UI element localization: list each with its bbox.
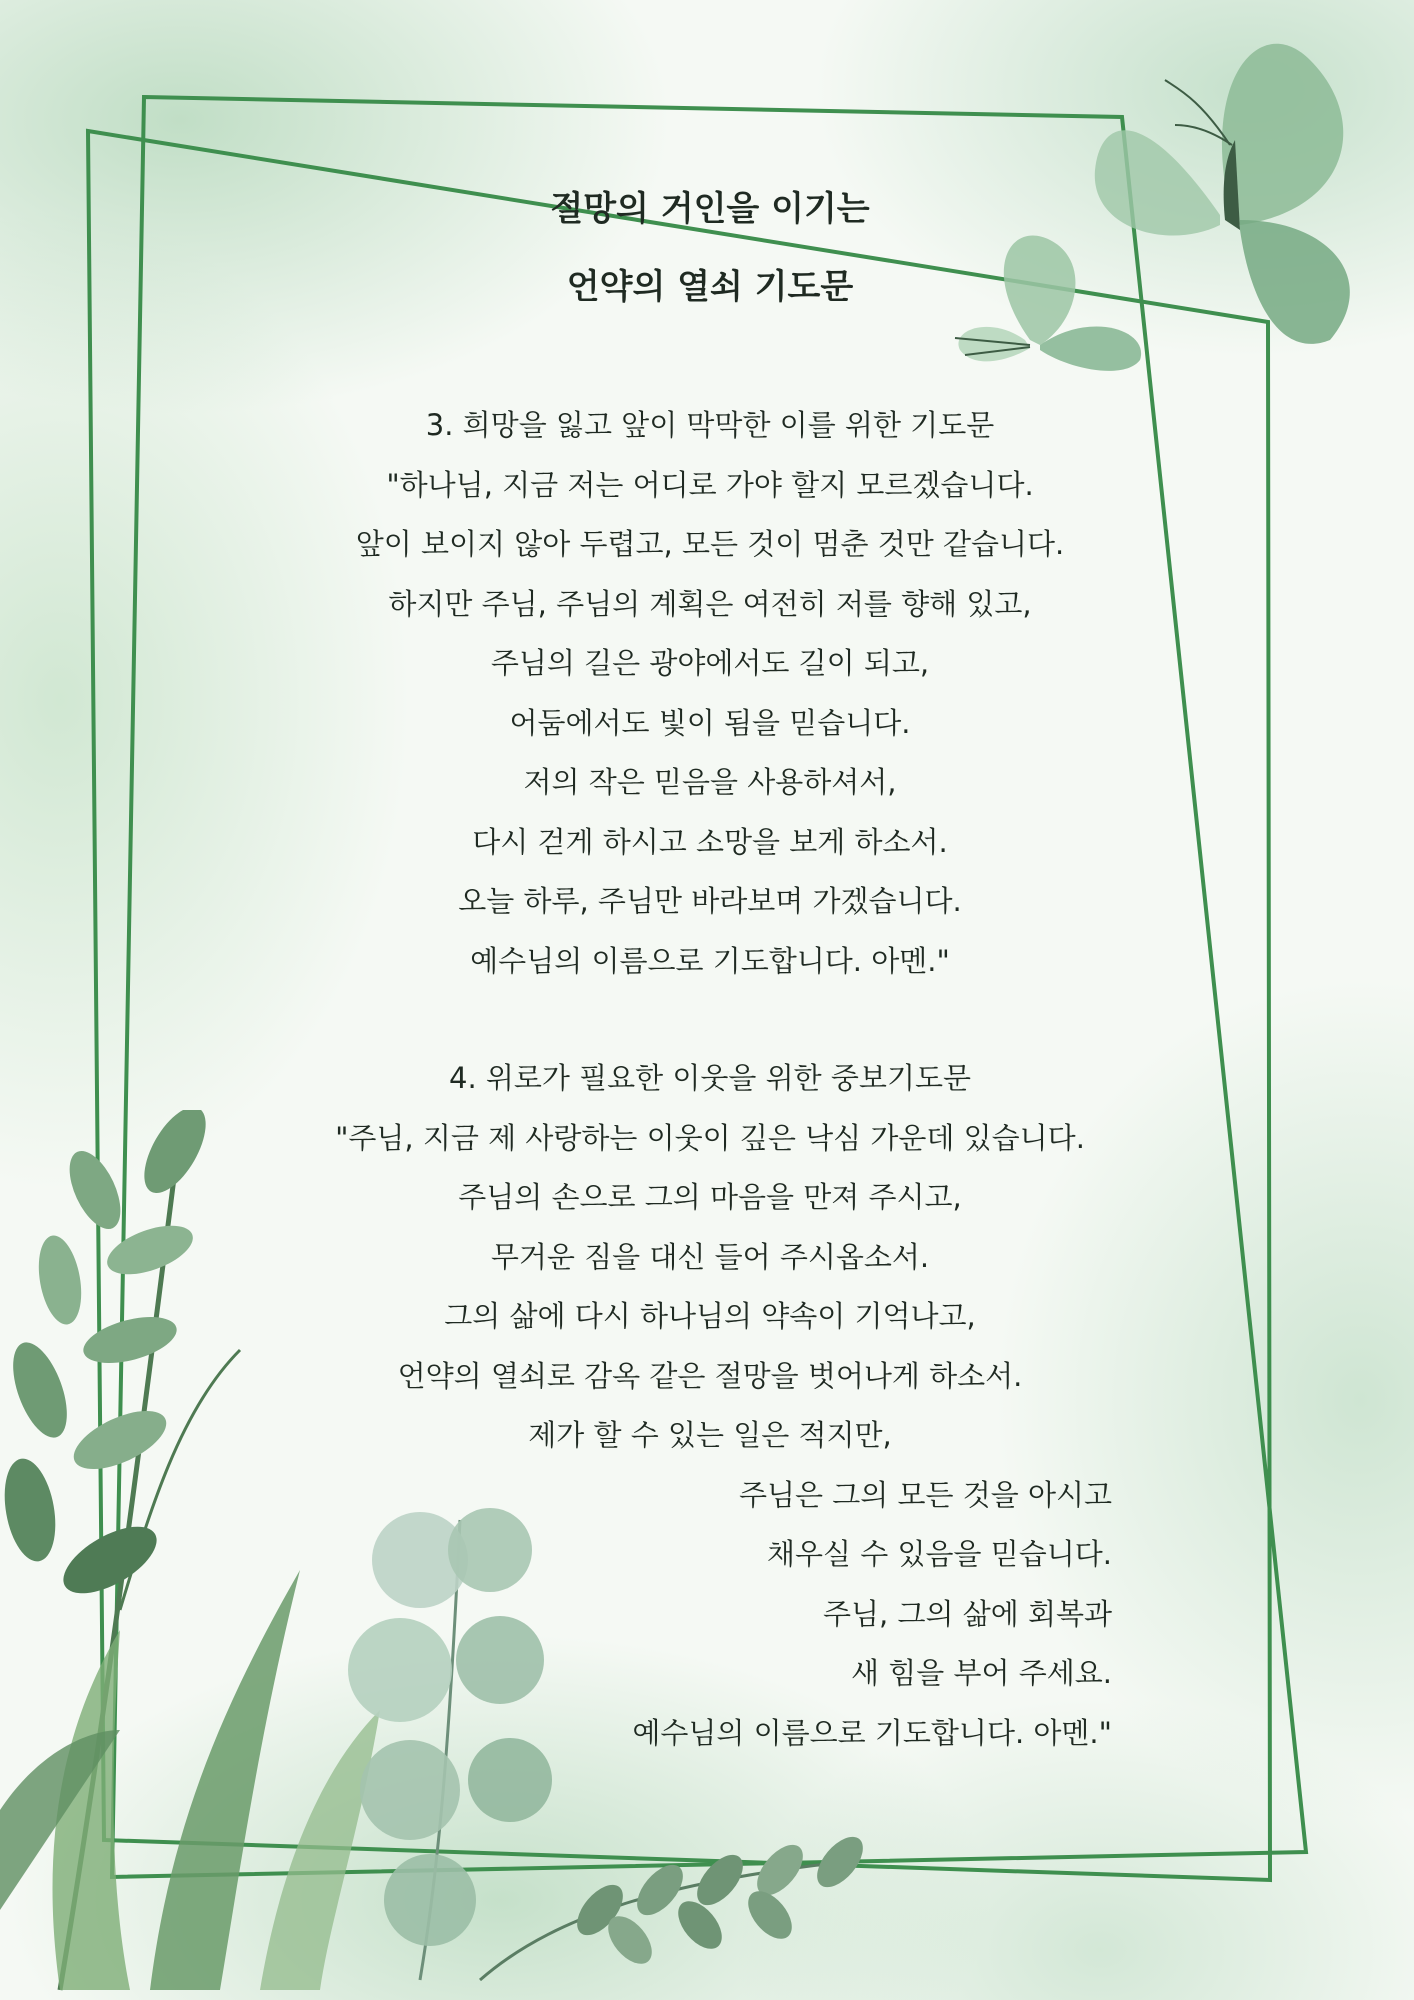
section-4-line: 그의 삶에 다시 하나님의 약속이 기억나고, [444,1299,976,1333]
section-4-right-line: 주님은 그의 모든 것을 아시고 [738,1477,1112,1512]
section-3-line: 어둠에서도 빛이 됨을 믿습니다. [509,705,911,740]
section-4 [180,1049,1240,1763]
section-3-line: 예수님의 이름으로 기도합니다. 아멘." [470,943,950,978]
section-4-right-block [180,1466,1240,1764]
section-3-line: 저의 작은 믿음을 사용하셔서, [523,765,897,799]
title-line-2: 언약의 열쇠 기도문 [566,267,854,307]
prayer-content [180,170,1240,1763]
section-3-heading: 3. 희망을 잃고 앞이 막막한 이를 위한 기도문 [425,408,995,442]
section-3-line: 오늘 하루, 주님만 바라보며 가겠습니다. [458,884,962,918]
section-4-line: "주님, 지금 제 사랑하는 이웃이 깊은 낙심 가운데 있습니다. [335,1120,1085,1155]
section-4-right-line: 예수님의 이름으로 기도합니다. 아멘." [632,1715,1112,1750]
section-4-line: 제가 할 수 있는 일은 적지만, [528,1418,892,1452]
section-3-line: 다시 걷게 하시고 소망을 보게 하소서. [472,824,948,859]
section-3-line: 하지만 주님, 주님의 계획은 여전히 저를 향해 있고, [388,586,1032,621]
section-4-heading: 4. 위로가 필요한 이웃을 위한 중보기도문 [449,1061,971,1095]
title-line-1: 절망의 거인을 이기는 [550,189,870,229]
section-4-right-line: 채우실 수 있음을 믿습니다. [766,1537,1112,1571]
section-3-line: 앞이 보이지 않아 두렵고, 모든 것이 멈춘 것만 같습니다. [355,527,1065,561]
section-4-right-line: 주님, 그의 삶에 회복과 [823,1596,1112,1631]
section-4-line: 언약의 열쇠로 감옥 같은 절망을 벗어나게 하소서. [397,1358,1023,1393]
section-4-right-line: 새 힘을 부어 주세요. [851,1656,1112,1690]
section-3-line: "하나님, 지금 저는 어디로 가야 할지 모르겠습니다. [386,467,1034,502]
section-3-line: 주님의 길은 광야에서도 길이 되고, [490,646,930,680]
section-4-line: 주님의 손으로 그의 마음을 만져 주시고, [458,1180,962,1214]
section-3 [180,396,1240,991]
section-4-line: 무거운 짐을 대신 들어 주시옵소서. [490,1239,930,1274]
